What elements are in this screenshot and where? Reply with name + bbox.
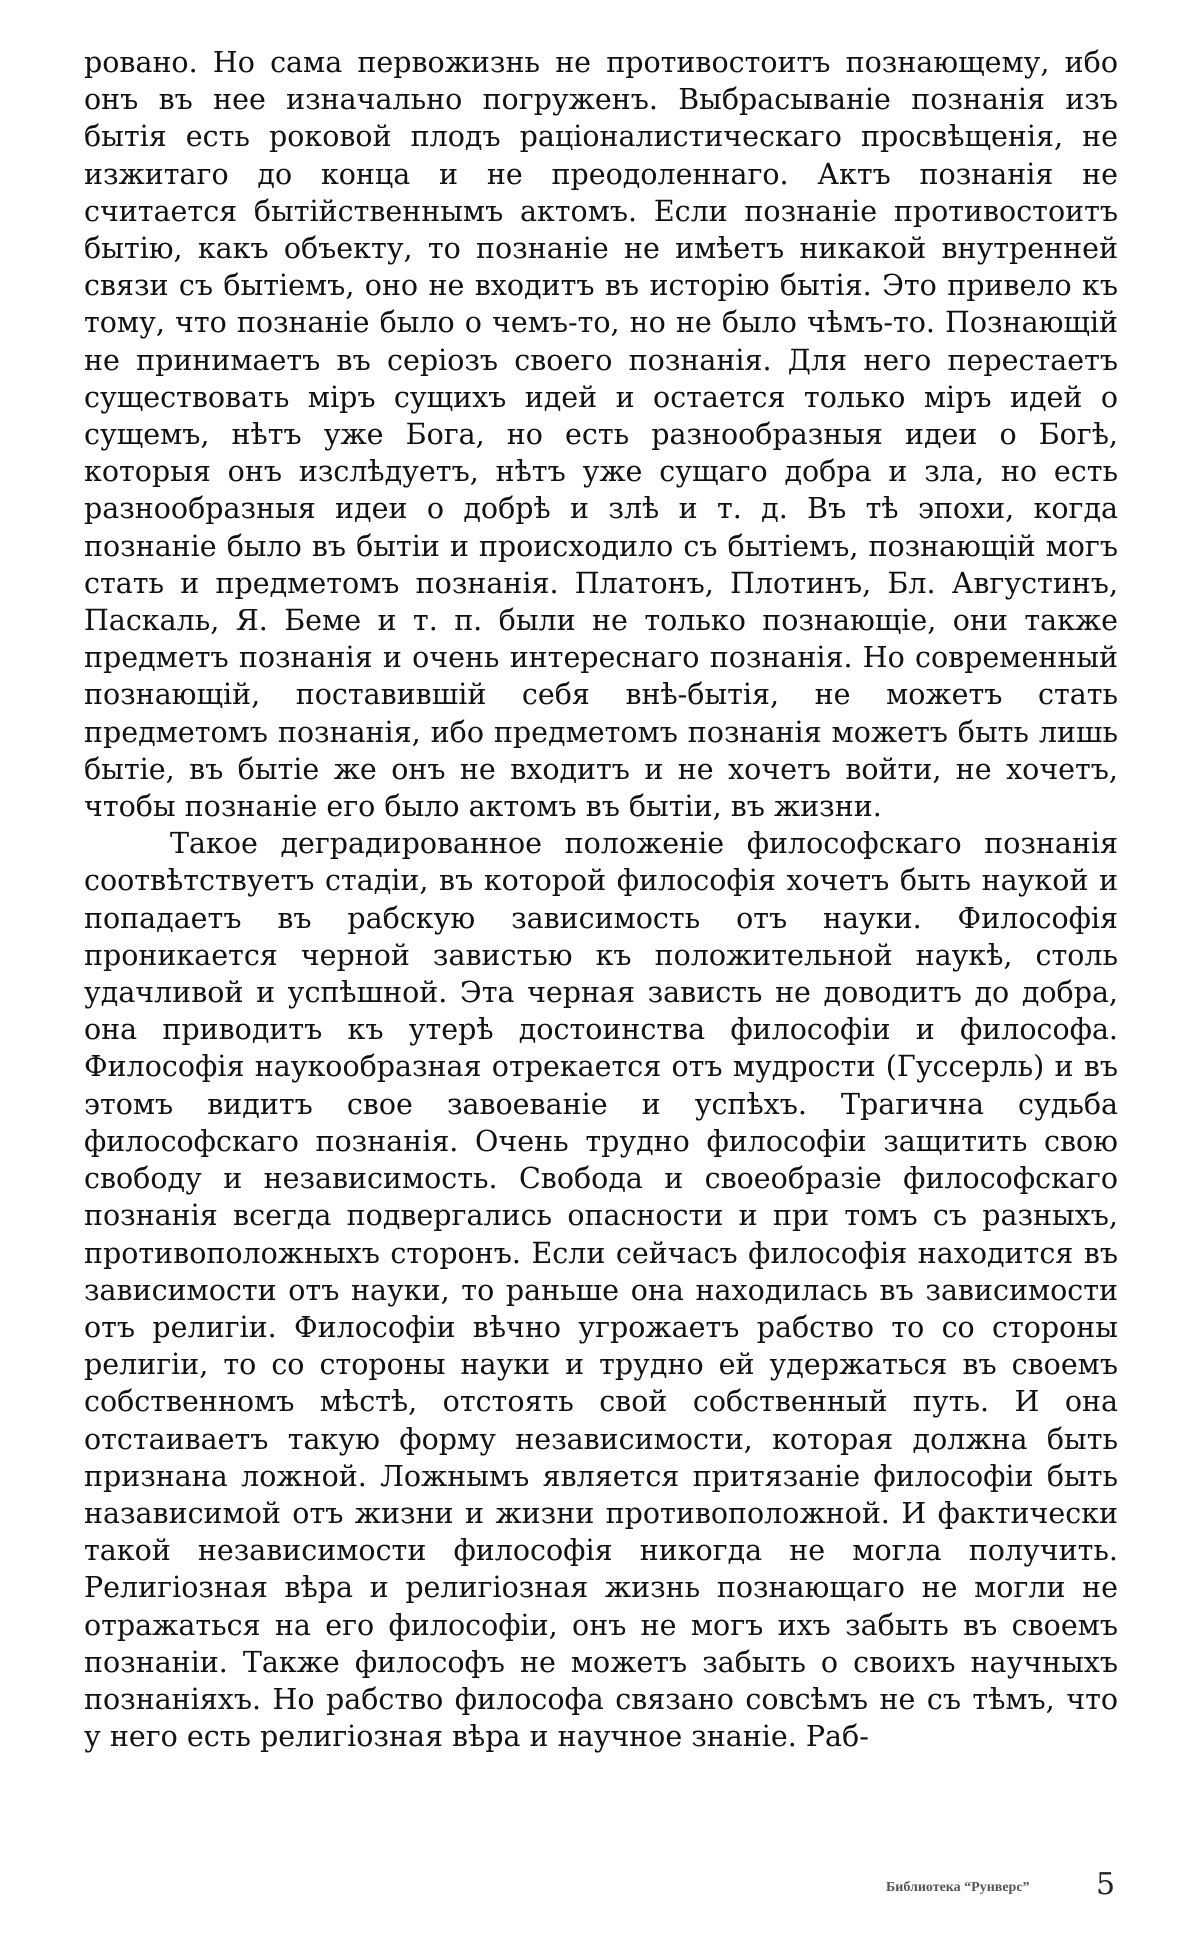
paragraph-2: Такое деградированное положеніе философскаго познанія соотвѣтствуетъ стадіи, въ которой философія хочетъ быть наукой и попадаетъ въ рабскую зависимость отъ науки. Философія проникается черной завистью къ положительной наукѣ, столь удачливой и успѣшной. Эта черная зависть не доводитъ до добра, она приводитъ къ утерѣ достоинства философіи и философа. Философія наукообразная отрекается отъ мудрости (Гуссерль) и въ этомъ видитъ свое завоеваніе и успѣхъ. Трагична судьба философскаго познанія. Очень трудно философіи защитить свою свободу и независимость. Свобода и своеобразіе философскаго познанія всегда подвергались опасности и при томъ съ разныхъ, противоположныхъ сторонъ. Если сейчасъ философія находится въ зависимости отъ науки, то раньше она находилась въ зависимости отъ религіи. Философіи вѣчно угрожаетъ рабство то со стороны религіи, то со стороны науки и трудно ей удержаться въ своемъ собственномъ мѣстѣ, отстоять свой собственный путь. И она отстаиваетъ такую форму независимости, которая должна быть признана ложной. Ложнымъ является притязаніе философіи быть назависимой отъ жизни и жизни противоположной. И фактически такой независимости философія никогда не могла получить. Религіозная вѣра и религіозная жизнь познающаго не могли не отражаться на его философіи, онъ не могъ ихъ забыть въ своемъ познаніи. Также философъ не можетъ забыть о своихъ научныхъ познаніяхъ. Но рабство философа связано совсѣмъ не съ тѣмъ, что у него есть религіозная вѣра и научное знаніе. Раб- (84, 827, 1118, 1754)
body-text (84, 44, 1118, 1755)
library-label: Библиотека “Рунверс” (886, 1880, 1030, 1895)
page-number: 5 (1096, 1867, 1116, 1902)
paragraph-1: ровано. Но сама первожизнь не противостоитъ познающему, ибо онъ въ нее изначально погруженъ. Выбрасываніе познанія изъ бытія есть роковой плодъ раціоналистическаго просвѣщенія, не изжитаго до конца и не преодоленнаго. Актъ познанія не считается бытійственнымъ актомъ. Если познаніе противостоитъ бытію, какъ объекту, то познаніе не имѣетъ никакой внутренней связи съ бытіемъ, оно не входитъ въ исторію бытія. Это привело къ тому, что познаніе было о чемъ-то, но не было чѣмъ-то. Познающій не принимаетъ въ серіозъ своего познанія. Для него перестаетъ существовать міръ сущихъ идей и остается только міръ идей о сущемъ, нѣтъ уже Бога, но есть разнообразныя идеи о Богѣ, которыя онъ изслѣдуетъ, нѣтъ уже сущаго добра и зла, но есть разнообразныя идеи о добрѣ и злѣ и т. д. Въ тѣ эпохи, когда познаніе было въ бытіи и происходило съ бытіемъ, познающій могъ стать и предметомъ познанія. Платонъ, Плотинъ, Бл. Августинъ, Паскаль, Я. Беме и т. п. были не только познающіе, они также предметъ познанія и очень интереснаго познанія. Но современный познающій, поставившій себя внѣ-бытія, не можетъ стать предметомъ познанія, ибо предметомъ познанія можетъ быть лишь бытіе, въ бытіе же онъ не входитъ и не хочетъ войти, не хочетъ, чтобы познаніе его было актомъ въ бытіи, въ жизни. (84, 46, 1118, 824)
